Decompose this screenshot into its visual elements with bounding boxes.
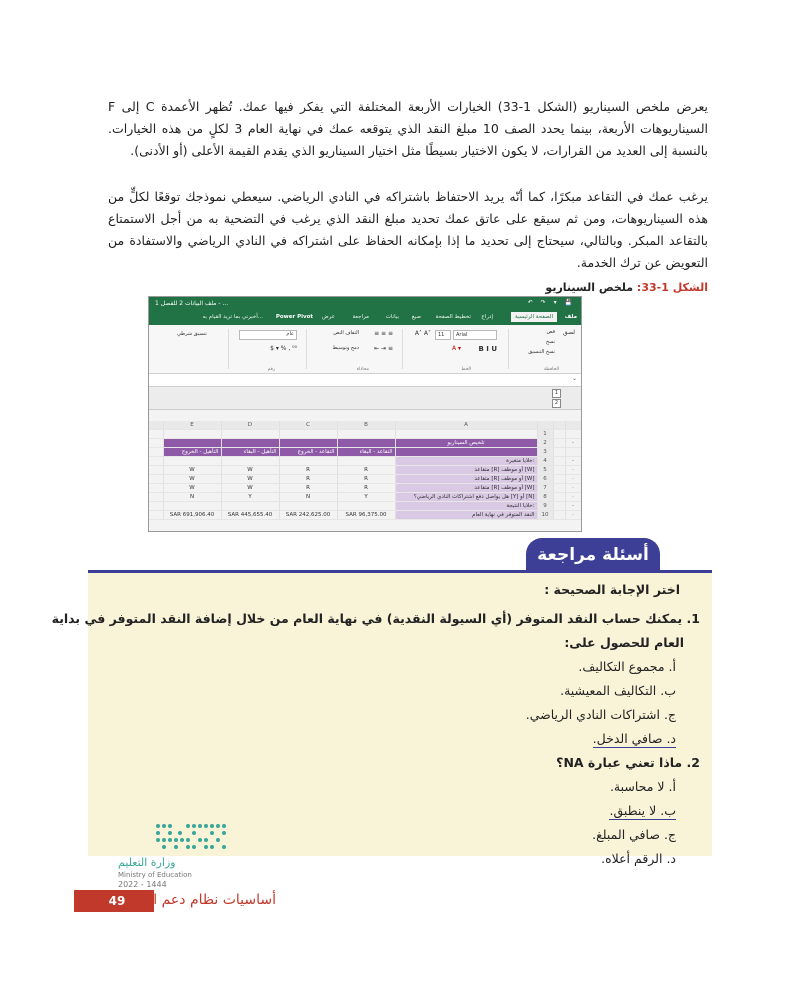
outline-cell — [553, 457, 565, 466]
table-cell[interactable]: النقد المتوفر في نهاية العام — [395, 511, 537, 520]
option-letter: د. — [666, 731, 676, 746]
option-letter: أ. — [668, 659, 676, 674]
number-group-label: رقم — [267, 367, 275, 372]
table-cell — [149, 511, 163, 520]
table-cell[interactable]: R — [337, 466, 395, 475]
column-header-b[interactable]: B — [337, 421, 395, 430]
table-cell[interactable]: R — [279, 475, 337, 484]
ribbon-separator — [508, 329, 509, 369]
row-header-corner — [537, 421, 553, 430]
option-text: مجموع التكاليف. — [578, 659, 665, 674]
table-cell[interactable]: SAR 96,375.00 — [337, 511, 395, 520]
table-cell — [149, 475, 163, 484]
table-cell[interactable]: SAR 691,906.40 — [163, 511, 221, 520]
selected-answer — [609, 803, 676, 820]
table-cell[interactable]: W — [163, 466, 221, 475]
table-cell[interactable] — [163, 430, 221, 439]
option-letter: ج. — [663, 707, 676, 722]
worksheet-grid — [149, 421, 581, 520]
outline-cell: - — [565, 502, 581, 511]
column-header-e[interactable]: E — [163, 421, 221, 430]
outline-cell — [553, 511, 565, 520]
row-number[interactable]: 9 — [537, 502, 553, 511]
column-header-row — [149, 421, 581, 430]
table-cell — [149, 484, 163, 493]
q1-option-d[interactable] — [593, 731, 676, 746]
figure-caption-number: الشكل 1-33: — [636, 281, 708, 294]
option-letter: ج. — [663, 827, 676, 842]
outline-spacer — [565, 421, 581, 430]
excel-screenshot — [148, 296, 582, 532]
column-header — [149, 421, 163, 430]
outline-cell — [565, 448, 581, 457]
tab-file[interactable]: ملف — [564, 314, 577, 320]
bold-italic-underline-buttons[interactable]: B I U — [478, 345, 497, 353]
row-number[interactable]: 5 — [537, 466, 553, 475]
option-text: الرقم أعلاه. — [601, 851, 663, 866]
table-cell — [149, 502, 163, 511]
table-row — [149, 448, 581, 457]
alignment-buttons[interactable]: ≡ ≡ ≡ — [374, 330, 393, 337]
excel-window-title: ملف البيانات 2 للفصل 1 - ... — [155, 300, 229, 307]
font-name-select[interactable] — [453, 330, 497, 340]
q1-option-a[interactable] — [578, 659, 676, 674]
outline-spacer — [553, 421, 565, 430]
outline-cell — [565, 430, 581, 439]
tab-page-layout[interactable]: تخطيط الصفحة — [435, 314, 471, 320]
table-cell[interactable] — [163, 502, 221, 511]
book-title: أساسيات نظام دعم القرار — [123, 892, 276, 908]
copy-button[interactable]: نسخ — [545, 339, 555, 345]
option-letter: د. — [666, 851, 676, 866]
table-cell[interactable]: N — [279, 493, 337, 502]
outline-cell — [553, 439, 565, 448]
scenario-summary-title[interactable]: تلخيص السيناريو — [395, 439, 537, 448]
outline-cell: - — [565, 457, 581, 466]
ribbon — [149, 325, 581, 374]
option-letter: ب. — [660, 683, 676, 698]
q2-option-c[interactable] — [592, 827, 676, 842]
option-text: اشتراكات النادي الرياضي. — [525, 707, 660, 722]
scenario-summary-table — [149, 421, 582, 520]
tab-formulas[interactable]: صيغ — [411, 314, 421, 320]
question-1 — [52, 611, 700, 626]
table-cell[interactable]: R — [279, 484, 337, 493]
table-cell[interactable] — [337, 457, 395, 466]
intro-paragraph: يعرض ملخص السيناريو (الشكل 1-33) الخيارات الأربعة المختلفة التي يفكر فيها عمك. تُظهر الأعمدة C إلى F السيناريوهات الأربعة، بينما يحدد الصف 10 مبلغ النقد الذي يتوقعه عمك في نهاية العام 3 لكلٍ من هذه الخيارات. بالنسبة إلى العديد من القرارات، لا يكون الاختيار بسيطًا مثل اختيار السيناريو الذي يقدم القيمة الأعلى (أو الأدنى). — [108, 99, 708, 158]
outline-cell: · — [565, 475, 581, 484]
table-row — [149, 430, 581, 439]
row-number[interactable]: 10 — [537, 511, 553, 520]
table-cell[interactable] — [279, 457, 337, 466]
page-number: 49 — [108, 894, 126, 908]
figure-caption-title: ملخص السيناريو — [545, 281, 634, 294]
ministry-name-en: Ministry of Education — [118, 871, 192, 879]
column-header-d[interactable]: D — [221, 421, 279, 430]
outline-cell — [553, 448, 565, 457]
formula-expand-icon[interactable]: ⌄ — [571, 375, 577, 382]
font-color-button[interactable]: A ▾ — [451, 345, 461, 352]
table-row — [149, 484, 581, 493]
q1-option-b[interactable] — [560, 683, 676, 698]
alignment-group-label: محاذاة — [356, 367, 369, 372]
table-cell[interactable]: W — [163, 484, 221, 493]
q2-option-b[interactable] — [609, 803, 676, 818]
table-cell[interactable] — [163, 457, 221, 466]
question-2-number: 2. — [686, 755, 700, 770]
question-1-text-line2: العام للحصول على: — [564, 635, 684, 650]
tab-data[interactable]: بيانات — [385, 314, 399, 320]
table-cell — [149, 448, 163, 457]
table-row — [149, 493, 581, 502]
result-cells-label[interactable]: خلايا النتيجة: — [395, 502, 537, 511]
table-cell — [149, 457, 163, 466]
table-cell[interactable] — [279, 430, 337, 439]
tab-insert[interactable]: إدراج — [481, 314, 493, 320]
format-painter-button[interactable]: نسخ التنسيق — [528, 349, 555, 355]
table-cell — [149, 439, 163, 448]
table-cell[interactable]: R — [337, 484, 395, 493]
font-grow-shrink-buttons[interactable]: A˄ A˅ — [414, 330, 431, 337]
table-cell[interactable]: Y — [337, 493, 395, 502]
table-cell[interactable] — [279, 439, 337, 448]
row-number[interactable]: 6 — [537, 475, 553, 484]
row-number[interactable]: 8 — [537, 493, 553, 502]
scenario-header[interactable]: التأهيل - البقاء — [221, 448, 279, 457]
ribbon-separator — [402, 329, 403, 369]
cut-button[interactable]: قص — [546, 329, 555, 335]
scenario-header[interactable]: التقاعد - الخروج — [279, 448, 337, 457]
font-size-select[interactable] — [435, 330, 451, 340]
table-cell[interactable]: هل يواصل دفع اشتراكات النادي الرياضي؟ [Y] أو [N] — [395, 493, 537, 502]
number-format-select[interactable] — [239, 330, 297, 340]
outline-cell — [553, 475, 565, 484]
table-cell[interactable] — [221, 439, 279, 448]
question-1-number: 1. — [686, 611, 700, 626]
table-cell[interactable]: W — [163, 475, 221, 484]
merge-center-button[interactable]: دمج وتوسيط — [332, 345, 359, 351]
option-text: صافي المبلغ. — [592, 827, 660, 842]
table-cell[interactable]: W — [221, 466, 279, 475]
ribbon-tabs — [149, 311, 581, 325]
font-name-value: Arial — [456, 332, 468, 338]
table-row — [149, 511, 581, 520]
table-row — [149, 439, 581, 448]
row-number[interactable]: 7 — [537, 484, 553, 493]
option-letter: ب. — [660, 803, 676, 818]
table-cell — [149, 466, 163, 475]
outline-level-button[interactable]: 1 — [552, 389, 561, 398]
column-header-c[interactable]: C — [279, 421, 337, 430]
tab-power-pivot[interactable]: Power Pivot — [275, 314, 313, 320]
selected-answer — [593, 731, 676, 748]
table-cell[interactable] — [221, 502, 279, 511]
q1-option-c[interactable] — [526, 707, 676, 722]
font-group-label: الخط — [461, 367, 471, 372]
table-row — [149, 475, 581, 484]
table-row — [149, 502, 581, 511]
outline-cell: · — [565, 484, 581, 493]
q2-option-a[interactable] — [610, 779, 676, 794]
figure-caption — [545, 281, 708, 294]
outline-cell — [553, 484, 565, 493]
review-instruction: اختر الإجابة الصحيحة : — [544, 582, 680, 597]
table-cell[interactable]: W — [221, 475, 279, 484]
table-cell[interactable] — [395, 430, 537, 439]
table-cell[interactable]: SAR 445,655.40 — [221, 511, 279, 520]
font-size-value: 11 — [438, 332, 445, 338]
option-text: لا محاسبة. — [609, 779, 665, 794]
outline-cell — [553, 493, 565, 502]
table-cell[interactable]: R — [337, 475, 395, 484]
second-paragraph: يرغب عمك في التقاعد مبكرًا، كما أنّه يريد الاحتفاظ باشتراكه في النادي الرياضي. سيعطي نموذجك توقعًا لكلٍّ من هذه السيناريوهات، ومن ثم سيقع على عاتق عمك تحديد مبلغ النقد الذي يرغب في التضحية به من أجل الاستمتاع بالتقاعد المبكر. وبالتالي، سيحتاج إلى تحديد ما إذا بإمكانه الحفاظ على اشتراكه في النادي الرياضي والاستفادة من التعويض عن ترك الخدمة. — [108, 189, 708, 270]
scenario-header[interactable]: التأهيل - الخروج — [163, 448, 221, 457]
tab-review[interactable]: مراجعة — [352, 314, 369, 320]
table-row — [149, 457, 581, 466]
outline-cell — [553, 502, 565, 511]
outline-bar — [149, 387, 581, 410]
review-section-title: أسئلة مراجعة — [526, 538, 660, 572]
table-cell[interactable] — [337, 439, 395, 448]
outline-cell — [553, 466, 565, 475]
table-cell[interactable] — [221, 457, 279, 466]
table-cell[interactable] — [221, 430, 279, 439]
table-cell — [149, 430, 163, 439]
outline-cell: · — [565, 466, 581, 475]
indent-buttons[interactable]: ⇤ ⇥ ≡ — [374, 345, 393, 352]
number-format-buttons[interactable]: $ ▾ % , ⁰⁰ — [270, 345, 297, 352]
ministry-emblem-icon — [118, 818, 238, 858]
table-cell — [149, 493, 163, 502]
table-cell[interactable]: R — [279, 466, 337, 475]
tab-view[interactable]: عرض — [322, 314, 335, 320]
tab-home[interactable]: الصفحة الرئيسية — [511, 312, 557, 322]
outline-cell — [553, 430, 565, 439]
option-letter: أ. — [668, 779, 676, 794]
clipboard-group-label: الحافظة — [543, 367, 559, 372]
ribbon-separator — [228, 329, 229, 369]
outline-level-button[interactable]: 2 — [552, 399, 561, 408]
paste-button[interactable]: لصق — [562, 329, 575, 336]
number-format-value: عام — [286, 331, 294, 337]
column-header-a[interactable]: A — [395, 421, 537, 430]
outline-cell: - — [565, 439, 581, 448]
row-number[interactable]: 4 — [537, 457, 553, 466]
formula-bar[interactable] — [149, 374, 581, 387]
edition-year: 2022 - 1444 — [118, 880, 167, 889]
question-2 — [556, 755, 700, 770]
row-number[interactable]: 2 — [537, 439, 553, 448]
table-cell[interactable] — [337, 430, 395, 439]
table-cell[interactable]: N — [163, 493, 221, 502]
table-row — [149, 466, 581, 475]
ministry-name-ar: وزارة التعليم — [118, 856, 176, 869]
table-cell[interactable]: Y — [221, 493, 279, 502]
wrap-text-button[interactable]: التفاف النص — [333, 330, 359, 336]
row-number[interactable]: 3 — [537, 448, 553, 457]
row-number[interactable]: 1 — [537, 430, 553, 439]
q2-option-d[interactable] — [601, 851, 676, 866]
table-cell[interactable]: W — [221, 484, 279, 493]
changing-cells-label[interactable]: خلايا متغيرة: — [395, 457, 537, 466]
ministry-logo — [118, 818, 238, 888]
table-cell[interactable] — [279, 502, 337, 511]
table-cell[interactable]: SAR 242,625.00 — [279, 511, 337, 520]
quick-access-toolbar[interactable]: ↶ ↷ ▾ 💾 — [527, 299, 575, 306]
table-cell[interactable]: متقاعد [R] أو موظف [W] — [395, 466, 537, 475]
table-cell[interactable] — [337, 502, 395, 511]
excel-title-bar — [149, 297, 581, 311]
ribbon-separator — [306, 329, 307, 369]
scenario-header[interactable]: التقاعد - البقاء — [337, 448, 395, 457]
option-text: التكاليف المعيشية. — [560, 683, 657, 698]
option-text: لا ينطبق. — [609, 803, 657, 818]
outline-cell: · — [565, 511, 581, 520]
tell-me-box[interactable]: أخبرني بما تريد القيام به... — [202, 314, 263, 320]
table-cell[interactable]: متقاعد [R] أو موظف [W] — [395, 484, 537, 493]
option-text: صافي الدخل. — [592, 731, 663, 746]
question-1-text: يمكنك حساب النقد المتوفر (أي السيولة النقدية) في نهاية العام من خلال إضافة النقد المتوفر في بداية — [51, 611, 683, 626]
conditional-format-button[interactable]: تنسيق شرطي — [177, 331, 207, 337]
table-cell[interactable]: متقاعد [R] أو موظف [W] — [395, 475, 537, 484]
outline-cell: · — [565, 493, 581, 502]
table-cell[interactable] — [163, 439, 221, 448]
table-cell[interactable] — [395, 448, 537, 457]
question-2-text: ماذا تعني عبارة NA؟ — [556, 755, 683, 770]
